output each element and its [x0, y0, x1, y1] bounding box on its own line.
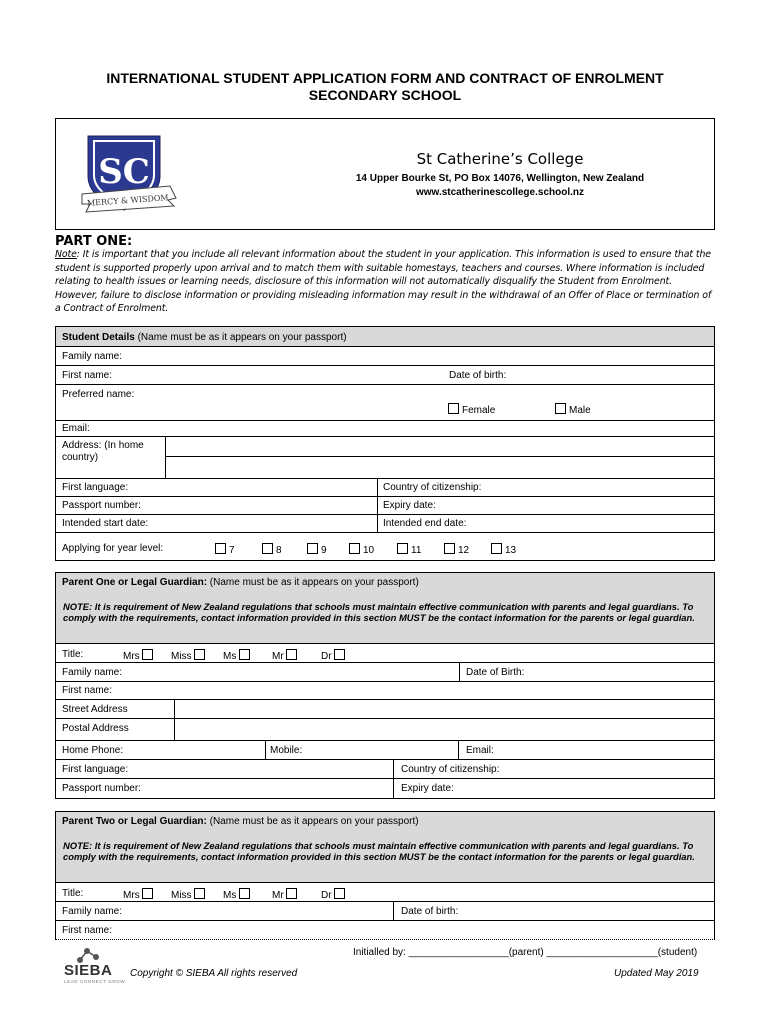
- year-13-checkbox[interactable]: [491, 543, 502, 554]
- college-crest-logo: [80, 128, 180, 218]
- parent2-dob-label: Date of birth:: [401, 906, 459, 917]
- year-level-label: Applying for year level:: [62, 543, 164, 554]
- crest-banner-text: MERCY & WISDOM: [86, 193, 169, 208]
- parent1-postal-label: Postal Address: [62, 723, 129, 734]
- parent2-mr-label: Mr: [272, 890, 284, 901]
- expiry-label: Expiry date:: [383, 500, 436, 511]
- year-10-label: 10: [363, 545, 375, 556]
- parent1-mr-checkbox[interactable]: [286, 649, 297, 660]
- parent1-street-label: Street Address: [62, 704, 128, 715]
- student-preferred-name-row[interactable]: [56, 385, 714, 421]
- year-9-checkbox[interactable]: [307, 543, 318, 554]
- sieba-tagline: LEAD CONNECT GROW: [64, 979, 126, 984]
- parent1-family-name-label: Family name:: [62, 667, 123, 678]
- parent2-miss-checkbox[interactable]: [194, 888, 205, 899]
- note-label: Note: [55, 249, 77, 260]
- first-name-label: First name:: [62, 370, 113, 381]
- parent1-ms-checkbox[interactable]: [239, 649, 250, 660]
- start-date-label: Intended start date:: [62, 518, 149, 529]
- parent2-mr-checkbox[interactable]: [286, 888, 297, 899]
- parent1-passport-label: Passport number:: [62, 783, 141, 794]
- parent1-passport-row[interactable]: [56, 779, 714, 799]
- year-13-label: 13: [505, 545, 517, 556]
- form-title-line2: SECONDARY SCHOOL: [308, 87, 462, 103]
- parent1-expiry-label: Expiry date:: [401, 783, 454, 794]
- parent1-first-name-row[interactable]: [56, 682, 714, 700]
- parent2-first-name-row[interactable]: [56, 921, 714, 940]
- parent1-title-label: Title:: [62, 649, 84, 660]
- year-10-checkbox[interactable]: [349, 543, 360, 554]
- parent1-dr-label: Dr: [321, 651, 332, 662]
- parent1-home-phone-label: Home Phone:: [62, 745, 124, 756]
- parent2-mrs-label: Mrs: [123, 890, 140, 901]
- student-header-row: [56, 327, 714, 347]
- family-name-label: Family name:: [62, 351, 123, 362]
- student-first-name-row[interactable]: [56, 366, 714, 385]
- student-details-section: [55, 326, 715, 561]
- parent1-language-row[interactable]: [56, 760, 714, 779]
- parent2-title-label: Title:: [62, 888, 84, 899]
- parent2-family-name-row[interactable]: [56, 902, 714, 921]
- parent1-street-row[interactable]: [56, 700, 714, 719]
- student-family-name-row[interactable]: [56, 347, 714, 366]
- year-11-checkbox[interactable]: [397, 543, 408, 554]
- end-date-label: Intended end date:: [383, 518, 467, 529]
- parent2-first-name-label: First name:: [62, 925, 113, 936]
- parent2-header-note: (Name must be as it appears on your passport): [206, 816, 419, 827]
- year-8-checkbox[interactable]: [262, 543, 273, 554]
- female-label: Female: [462, 405, 496, 416]
- college-name: St Catherine’s College: [416, 150, 584, 168]
- parent1-ms-label: Ms: [223, 651, 237, 662]
- parent1-citizenship-label: Country of citizenship:: [401, 764, 500, 775]
- male-label: Male: [569, 405, 591, 416]
- parent2-dr-checkbox[interactable]: [334, 888, 345, 899]
- parent2-mrs-checkbox[interactable]: [142, 888, 153, 899]
- preferred-name-label: Preferred name:: [62, 389, 135, 400]
- sieba-brand-text: SIEBA: [64, 962, 113, 979]
- address-label: Address: (In home country): [62, 440, 144, 463]
- parent-one-section: [55, 572, 715, 799]
- parent1-phone-row[interactable]: [56, 741, 714, 760]
- citizenship-label: Country of citizenship:: [383, 482, 482, 493]
- student-header-note: (Name must be as it appears on your passport): [134, 332, 347, 343]
- parent2-title-row: [56, 883, 714, 902]
- parent1-mobile-label: Mobile:: [270, 745, 303, 756]
- parent1-header-row: [56, 573, 714, 644]
- year-11-label: 11: [411, 545, 422, 556]
- parent1-family-name-row[interactable]: [56, 663, 714, 682]
- sieba-logo: [60, 946, 130, 988]
- parent1-first-language-label: First language:: [62, 764, 129, 775]
- dob-label: Date of birth:: [449, 370, 507, 381]
- updated-date-text: Updated May 2019: [614, 968, 699, 979]
- parent1-header-title: Parent One or Legal Guardian:: [62, 577, 208, 588]
- parent1-miss-label: Miss: [171, 651, 192, 662]
- female-checkbox[interactable]: [448, 403, 459, 414]
- male-checkbox[interactable]: [555, 403, 566, 414]
- parent1-first-name-label: First name:: [62, 685, 113, 696]
- parent1-miss-checkbox[interactable]: [194, 649, 205, 660]
- part-one-heading: PART ONE:: [55, 234, 133, 249]
- college-address: 14 Upper Bourke St, PO Box 14076, Wellington, New Zealand: [355, 173, 645, 184]
- passport-label: Passport number:: [62, 500, 141, 511]
- college-website: www.stcatherinescollege.school.nz: [415, 187, 584, 198]
- student-header-title: Student Details: [62, 332, 135, 343]
- copyright-text: Copyright © SIEBA All rights reserved: [130, 968, 298, 979]
- year-8-label: 8: [276, 545, 282, 556]
- email-label: Email:: [62, 423, 90, 434]
- student-language-row[interactable]: [56, 479, 714, 497]
- parent2-ms-label: Ms: [223, 890, 237, 901]
- student-address-row[interactable]: [56, 437, 714, 479]
- student-year-level-row: [56, 533, 714, 561]
- parent2-family-name-label: Family name:: [62, 906, 123, 917]
- parent2-header-title: Parent Two or Legal Guardian:: [62, 816, 207, 827]
- student-passport-row[interactable]: [56, 497, 714, 515]
- parent2-ms-checkbox[interactable]: [239, 888, 250, 899]
- form-title-line1: INTERNATIONAL STUDENT APPLICATION FORM AND CONTRACT OF ENROLMENT: [106, 70, 664, 86]
- year-12-checkbox[interactable]: [444, 543, 455, 554]
- note-body: : It is important that you include all relevant information about the student in your application. This information is used to ensure that the student is supported properly upon arrival and to match them with suitable homestays, teachers and courses. Where information is included relating to health issues or learning needs, disclosure of this information will not automatically disqualify the Student from Enrolment. However, failure to disclose information or providing misleading information may result in the withdrawal of an Offer of Place or termination of a Contract of Enrolment.: [55, 249, 712, 314]
- parent1-mrs-label: Mrs: [123, 651, 140, 662]
- student-email-row[interactable]: [56, 421, 714, 437]
- parent1-header-note: (Name must be as it appears on your passport): [207, 577, 419, 588]
- parent-two-section: [55, 811, 715, 940]
- parent2-header-row: [56, 812, 714, 883]
- year-7-label: 7: [229, 545, 235, 556]
- initialled-by-line: Initialled by: __________________(parent) ____________________(student): [353, 947, 698, 958]
- student-dates-row[interactable]: [56, 515, 714, 533]
- year-7-checkbox[interactable]: [215, 543, 226, 554]
- parent1-mr-label: Mr: [272, 651, 284, 662]
- year-9-label: 9: [321, 545, 327, 556]
- parent1-title-row: [56, 644, 714, 663]
- parent2-dr-label: Dr: [321, 890, 332, 901]
- parent1-mrs-checkbox[interactable]: [142, 649, 153, 660]
- parent1-dob-label: Date of Birth:: [466, 667, 525, 678]
- first-language-label: First language:: [62, 482, 129, 493]
- crest-letters: SC: [98, 152, 150, 192]
- parent1-requirement-note: NOTE: It is requirement of New Zealand regulations that schools must maintain effective communication with parents and legal guardians. To comply with the requirements, contact information provided in this section MUST be the contact information for the parents or legal guardian.: [63, 601, 695, 623]
- year-12-label: 12: [458, 545, 470, 556]
- parent1-dr-checkbox[interactable]: [334, 649, 345, 660]
- parent2-miss-label: Miss: [171, 890, 192, 901]
- parent1-email-label: Email:: [466, 745, 494, 756]
- parent2-requirement-note: NOTE: It is requirement of New Zealand regulations that schools must maintain effective communication with parents and legal guardians. To comply with the requirements, contact information provided in this section MUST be the contact information for the parents or legal guardian.: [63, 840, 695, 862]
- parent1-postal-row[interactable]: [56, 719, 714, 741]
- part-one-note: [55, 248, 717, 316]
